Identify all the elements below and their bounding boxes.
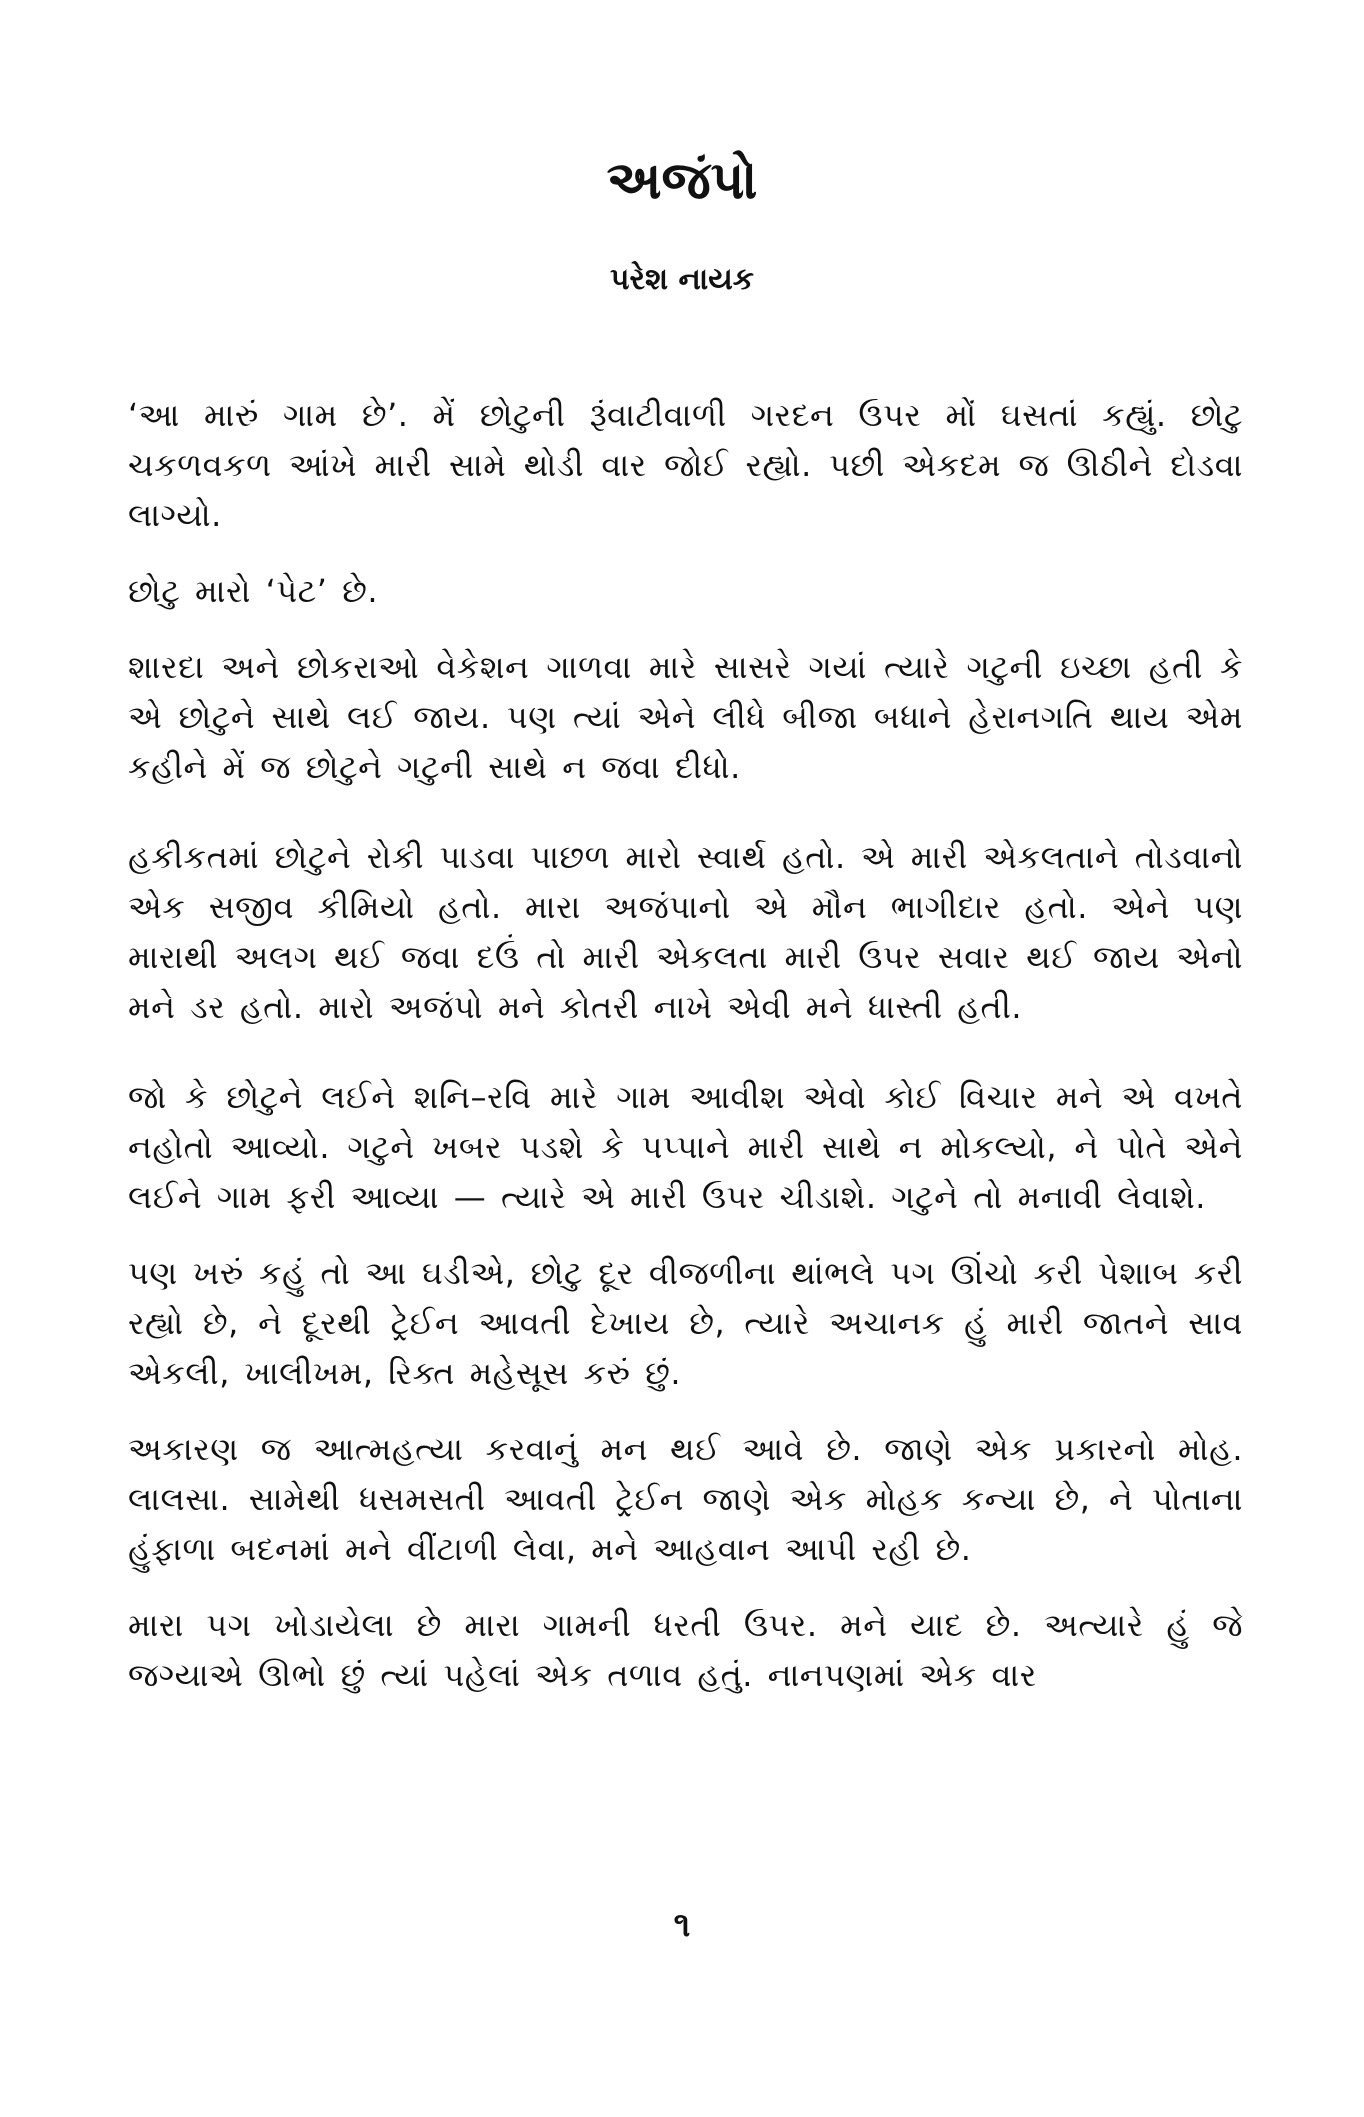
author-name: પરેશ નાયક (609, 262, 754, 297)
paragraph-1: ‘આ મારું ગામ છે’. મેં છોટુની રૂંવાટીવાળી ગરદન ઉપર મોં ઘસતાં કહ્યું. છોટુ ચકળવકળ આંખે મારી સામે થોડી વાર જોઈ રહ્યો. પછી એકદમ જ ઊઠીને દોડવા લાગ્યો. (128, 396, 1243, 534)
story-body (128, 390, 1243, 1726)
paragraph-3: શારદા અને છોકરાઓ વેકેશન ગાળવા મારે સાસરે ગયાં ત્યારે ગટુની ઇચ્છા હતી કે એ છોટુને સાથે લઈ જાય. પણ ત્યાં એને લીધે બીજા બધાને હેરાનગતિ થાય એમ કહીને મેં જ છોટુને ગટુની સાથે ન જવા દીધો. (128, 648, 1243, 786)
paragraph-6: પણ ખરું કહું તો આ ઘડીએ, છોટુ દૂર વીજળીના થાંભલે પગ ઊંચો કરી પેશાબ કરી રહ્યો છે, ને દૂરથી ટ્રેઈન આવતી દેખાય છે, ત્યારે અચાનક હું મારી જાતને સાવ એકલી, ખાલીખમ, રિક્ત મહેસૂસ કરું છું. (128, 1254, 1243, 1392)
story-title: અજંપો (606, 151, 758, 211)
paragraph-2: છોટુ મારો ‘પેટ’ છે. (128, 572, 378, 610)
page-number: ૧ (673, 1905, 691, 1945)
paragraph-5: જો કે છોટુને લઈને શનિ–રવિ મારે ગામ આવીશ એવો કોઈ વિચાર મને એ વખતે નહોતો આવ્યો. ગટુને ખબર પડશે કે પપ્પાને મારી સાથે ન મોકલ્યો, ને પોતે એને લઈને ગામ ફરી આવ્યા — ત્યારે એ મારી ઉપર ચીડાશે. ગટુને તો મનાવી લેવાશે. (128, 1078, 1243, 1216)
paragraph-4: હકીકતમાં છોટુને રોકી પાડવા પાછળ મારો સ્વાર્થ હતો. એ મારી એકલતાને તોડવાનો એક સજીવ કીમિયો હતો. મારા અજંપાનો એ મૌન ભાગીદાર હતો. એને પણ મારાથી અલગ થઈ જવા દઉં તો મારી એકલતા મારી ઉપર સવાર થઈ જાય એનો મને ડર હતો. મારો અજંપો મને કોતરી નાખે એવી મને ધાસ્તી હતી. (128, 838, 1243, 1026)
paragraph-7: અકારણ જ આત્મહત્યા કરવાનું મન થઈ આવે છે. જાણે એક પ્રકારનો મોહ. લાલસા. સામેથી ધસમસતી આવતી ટ્રેઈન જાણે એક મોહક કન્યા છે, ને પોતાના હુંફાળા બદનમાં મને વીંટાળી લેવા, મને આહવાન આપી રહી છે. (128, 1430, 1243, 1568)
paragraph-8: મારા પગ ખોડાયેલા છે મારા ગામની ધરતી ઉપર. મને યાદ છે. અત્યારે હું જે જગ્યાએ ઊભો છું ત્યાં પહેલાં એક તળાવ હતું. નાનપણમાં એક વાર (128, 1606, 1243, 1694)
